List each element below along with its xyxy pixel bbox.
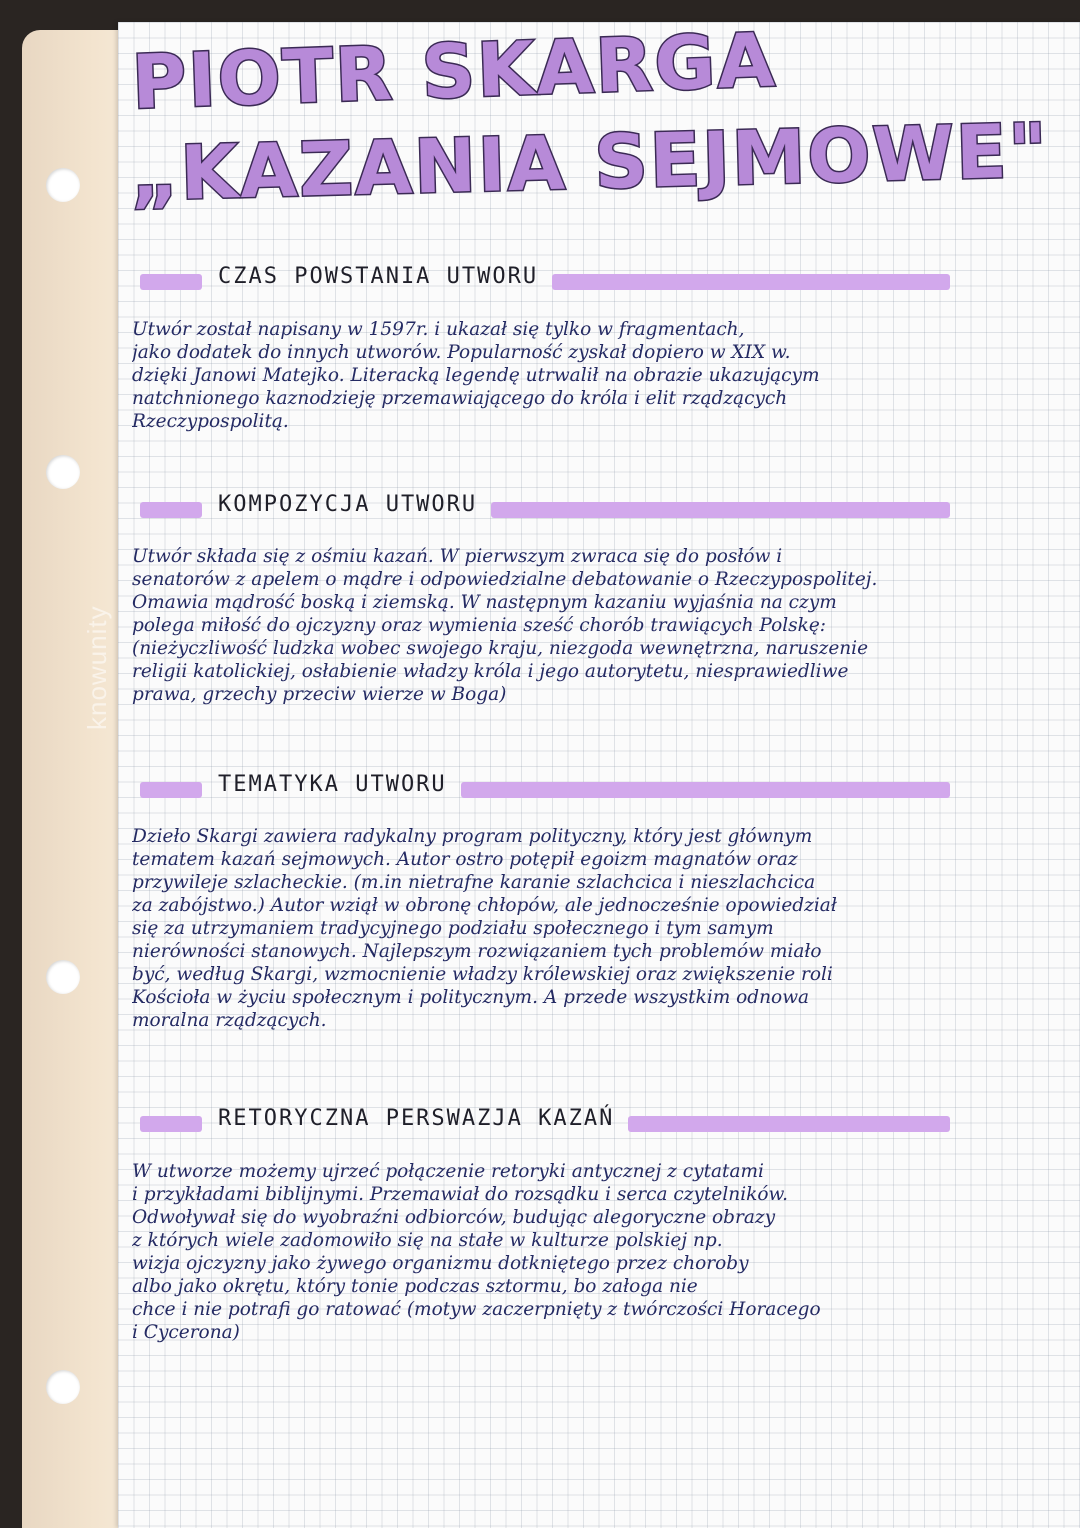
section-body [132,545,952,706]
section-header [140,492,950,524]
text-line: nierówności stanowych. Najlepszym rozwiązaniem tych problemów miało [132,941,822,962]
text-line: chce i nie potrafi go ratować (motyw zaczerpnięty z twórczości Horacego [132,1299,821,1320]
text-line: Omawia mądrość boską i ziemską. W następnym kazaniu wyjaśnia na czym [132,592,837,613]
text-line: z których wiele zadomowiło się na stałe w kulturze polskiej np. [132,1230,723,1251]
highlight-marker [140,502,202,518]
highlight-marker [140,782,202,798]
text-line: i przykładami biblijnymi. Przemawiał do rozsądku i serca czytelników. [132,1184,788,1205]
highlight-marker [140,274,202,290]
text-line: polega miłość do ojczyzny oraz wymienia sześć chorób trawiących Polskę: [132,615,827,636]
text-line: religii katolickiej, osłabienie władzy króla i jego autorytetu, niesprawiedliwe [132,661,849,682]
text-line: wizja ojczyzny jako żywego organizmu dotkniętego przez choroby [132,1253,749,1274]
brand-watermark: knowunity [82,605,112,730]
punch-hole [46,168,80,202]
text-line: dzięki Janowi Matejko. Literacką legendę utrwalił na obrazie ukazującym [132,365,820,386]
text-line: Kościoła w życiu społecznym i politycznym. A przede wszystkim odnowa [132,987,810,1008]
section-title: TEMATYKA UTWORU [218,772,447,797]
text-line: senatorów z apelem o mądre i odpowiedzialne debatowanie o Rzeczypospolitej. [132,569,878,590]
punch-hole [46,1370,80,1404]
section-body [132,1160,952,1344]
section-body [132,318,952,433]
text-line: być, według Skargi, wzmocnienie władzy królewskiej oraz zwiększenie roli [132,964,833,985]
highlight-marker [552,274,950,290]
section-header [140,264,950,296]
highlight-marker [140,1116,202,1132]
title-work: „KAZANIA SEJMOWE" [128,107,1051,218]
section-header [140,772,950,804]
text-line: Utwór został napisany w 1597r. i ukazał się tylko w fragmentach, [132,319,745,340]
text-line: (nieżyczliwość ludzka wobec swojego kraju, niezgoda wewnętrzna, naruszenie [132,638,869,659]
highlight-marker [628,1116,950,1132]
highlight-marker [491,502,950,518]
text-line: jako dodatek do innych utworów. Popularność zyskał dopiero w XIX w. [132,342,791,363]
punch-hole [46,960,80,994]
punch-hole [46,455,80,489]
text-line: się za utrzymaniem tradycyjnego podziału społecznego i tym samym [132,918,774,939]
text-line: i Cycerona) [132,1322,240,1343]
text-line: tematem kazań sejmowych. Autor ostro potępił egoizm magnatów oraz [132,849,798,870]
section-header [140,1106,950,1138]
section-title: CZAS POWSTANIA UTWORU [218,264,539,289]
text-line: prawa, grzechy przeciw wierze w Boga) [132,684,507,705]
text-line: Dzieło Skargi zawiera radykalny program polityczny, który jest głównym [132,826,813,847]
text-line: Rzeczypospolitą. [132,411,289,432]
text-line: W utworze możemy ujrzeć połączenie retoryki antycznej z cytatami [132,1161,764,1182]
section-title: KOMPOZYCJA UTWORU [218,492,478,517]
text-line: moralna rządzących. [132,1010,327,1031]
text-line: Utwór składa się z ośmiu kazań. W pierwszym zwraca się do posłów i [132,546,783,567]
section-body [132,825,952,1032]
text-line: albo jako okrętu, który tonie podczas sztormu, bo załoga nie [132,1276,698,1297]
text-line: przywileje szlacheckie. (m.in nietrafne karanie szlachcica i nieszlachcica [132,872,816,893]
section-title: RETORYCZNA PERSWAZJA KAZAŃ [218,1106,615,1131]
title-author: PIOTR SKARGA [130,17,778,126]
text-line: Odwoływał się do wyobraźni odbiorców, budując alegoryczne obrazy [132,1207,776,1228]
highlight-marker [461,782,950,798]
text-line: za zabójstwo.) Autor wziął w obronę chłopów, ale jednocześnie opowiedział [132,895,837,916]
text-line: natchnionego kaznodzieję przemawiającego do króla i elit rządzących [132,388,788,409]
